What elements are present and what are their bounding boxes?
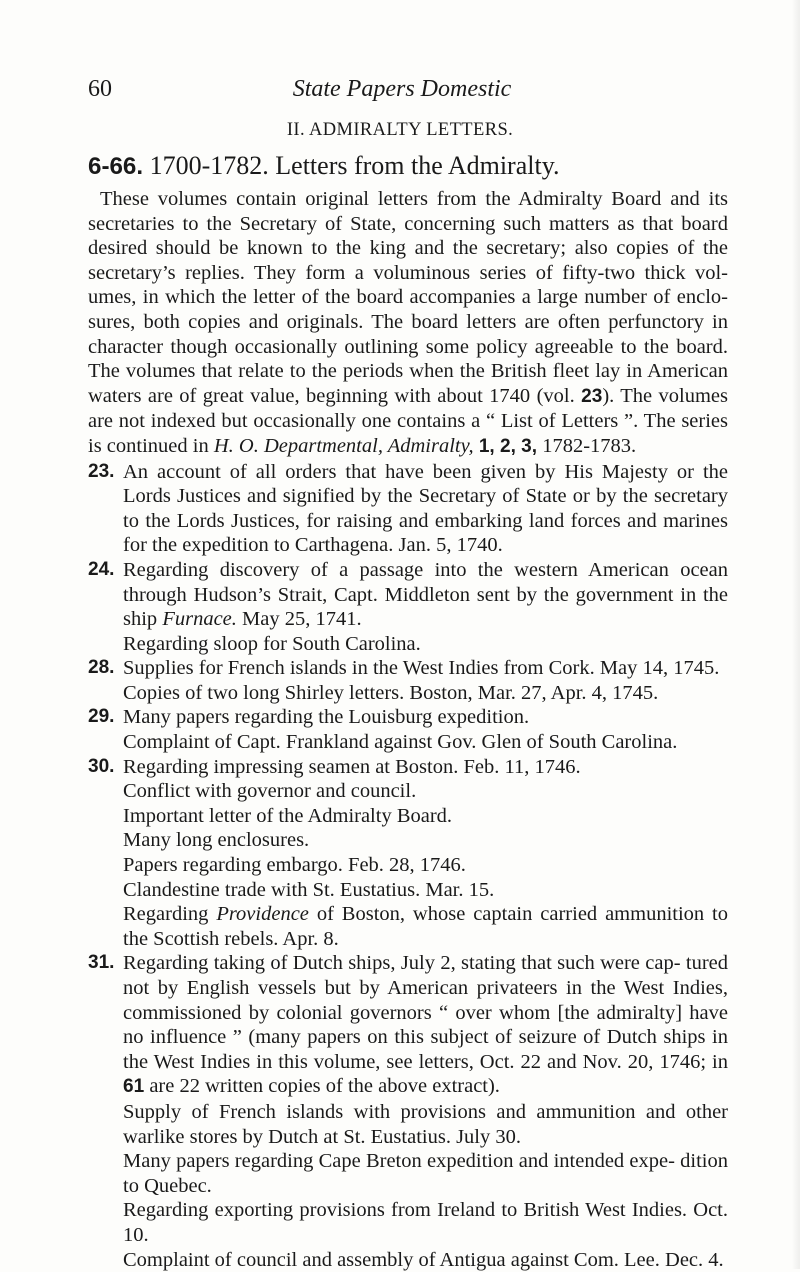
volume-ref: 23 bbox=[581, 385, 603, 407]
item-text: Regarding taking of Dutch ships, July 2, stating that such were cap- tured not by English vessels but by American privateers in the West Indies, commissioned by colonial governors “ over whom [the admiralty] have no influence ” (many papers on this subject of seizure of Dutch ships in the West Indies in this volume, see letters, Oct. 22 and Nov. 20, 1746; in bbox=[123, 952, 728, 1073]
item-line: Many papers regarding Cape Breton expedition and intended expe- dition to Quebec. bbox=[123, 1150, 728, 1197]
item-line: Regarding impressing seamen at Boston. Feb. 11, 1746. bbox=[123, 755, 581, 778]
entry-title: Letters from the Admiralty. bbox=[275, 151, 560, 180]
entry-number: 6-66. bbox=[88, 153, 144, 180]
item-line: Complaint of Capt. Frankland against Gov. Glen of South Carolina. bbox=[123, 731, 678, 754]
page-header bbox=[88, 76, 716, 110]
entry-dates: 1700-1782. bbox=[149, 151, 269, 180]
list-item bbox=[88, 755, 728, 952]
item-line: Clandestine trade with St. Eustatius. Mar. 15. bbox=[123, 878, 495, 901]
list-item bbox=[88, 951, 728, 1272]
item-line bbox=[123, 951, 728, 1100]
item-number: 30. bbox=[88, 755, 115, 777]
item-line: Supply of French islands with provisions and ammunition and other warlike stores by Dutch at St. Eustatius. July 30. bbox=[123, 1100, 728, 1148]
list-item bbox=[88, 705, 728, 754]
page-number: 60 bbox=[88, 76, 112, 102]
intro-text: These volumes contain original letters from the Admiralty Board and its secretaries to the Secretary of State, concerning such matters as that board desired should be known to the king and the secretary; also copies of the secretary’s replies. They form a voluminous series of fifty-two thick vol- umes, in which the letter of the board accompanies a large number of enclo- sures, both copies and originals. The board letters are often perfunctory in character though occasionally outlining some policy agreeable to the board. The volumes that relate to the periods when the British fleet lay in American waters are of great value, beginning with about 1740 (vol. bbox=[88, 188, 728, 407]
item-line: Many long enclosures. bbox=[123, 829, 310, 852]
item-number: 23. bbox=[88, 460, 115, 482]
page-body bbox=[88, 150, 728, 1272]
item-number: 24. bbox=[88, 558, 115, 580]
item-line: Complaint of council and assembly of Antigua against Com. Lee. Dec. 4. bbox=[123, 1248, 724, 1271]
item-text: Regarding discovery of a passage into the western American ocean through Hudson’s Strait, Capt. Middleton sent by the government in the ship bbox=[123, 558, 728, 631]
item-line: An account of all orders that have been given by His Majesty or the Lords Justices and signified by the Secretary of State or by the secretary to the Lords Justices, for raising and embarking land forces and marines for the expedition to Carthagena. Jan. 5, 1740. bbox=[123, 460, 728, 557]
item-number: 29. bbox=[88, 706, 115, 728]
section-heading: II. ADMIRALTY LETTERS. bbox=[286, 120, 514, 140]
series-ref: H. O. Departmental, Admiralty, bbox=[213, 434, 474, 457]
item-line: Conflict with governor and council. bbox=[123, 780, 417, 803]
list-item bbox=[88, 656, 728, 705]
series-volumes: 1, 2, 3, bbox=[478, 435, 538, 457]
entry-description bbox=[88, 187, 728, 460]
list-item bbox=[88, 558, 728, 656]
item-line bbox=[123, 902, 728, 951]
item-text: are 22 written copies of the above extract). bbox=[149, 1075, 500, 1098]
running-title: State Papers Domestic bbox=[292, 76, 512, 102]
item-line: Many papers regarding the Louisburg expedition. bbox=[123, 706, 530, 729]
volume-ref: 61 bbox=[123, 1076, 145, 1098]
page-edge-shadow bbox=[792, 0, 800, 1269]
item-line: Copies of two long Shirley letters. Boston, Mar. 27, Apr. 4, 1745. bbox=[123, 681, 659, 704]
item-line: Important letter of the Admiralty Board. bbox=[123, 804, 453, 827]
item-line: Regarding exporting provisions from Ireland to British West Indies. Oct. 10. bbox=[123, 1199, 728, 1246]
item-text: Regarding bbox=[123, 903, 209, 926]
item-line: Supplies for French islands in the West Indies from Cork. May 14, 1745. bbox=[123, 657, 720, 680]
entry-heading bbox=[88, 150, 728, 183]
item-number: 31. bbox=[88, 952, 115, 974]
item-line: Regarding sloop for South Carolina. bbox=[123, 632, 421, 655]
item-text: of Boston, whose captain carried ammunition to the Scottish rebels. Apr. 8. bbox=[123, 903, 728, 950]
item-date: May 25, 1741. bbox=[242, 608, 362, 631]
series-dates: 1782-1783. bbox=[542, 434, 637, 457]
item-line: Papers regarding embargo. Feb. 28, 1746. bbox=[123, 854, 466, 877]
list-item bbox=[88, 460, 728, 558]
ship-name: Furnace. bbox=[162, 608, 237, 631]
item-number: 28. bbox=[88, 657, 115, 679]
intro-text-2: ). The volumes are not indexed but occasionally one contains a “ List of Letters ”. The series is continued in bbox=[88, 384, 729, 457]
item-line bbox=[123, 558, 728, 632]
ship-name: Providence bbox=[216, 903, 309, 926]
